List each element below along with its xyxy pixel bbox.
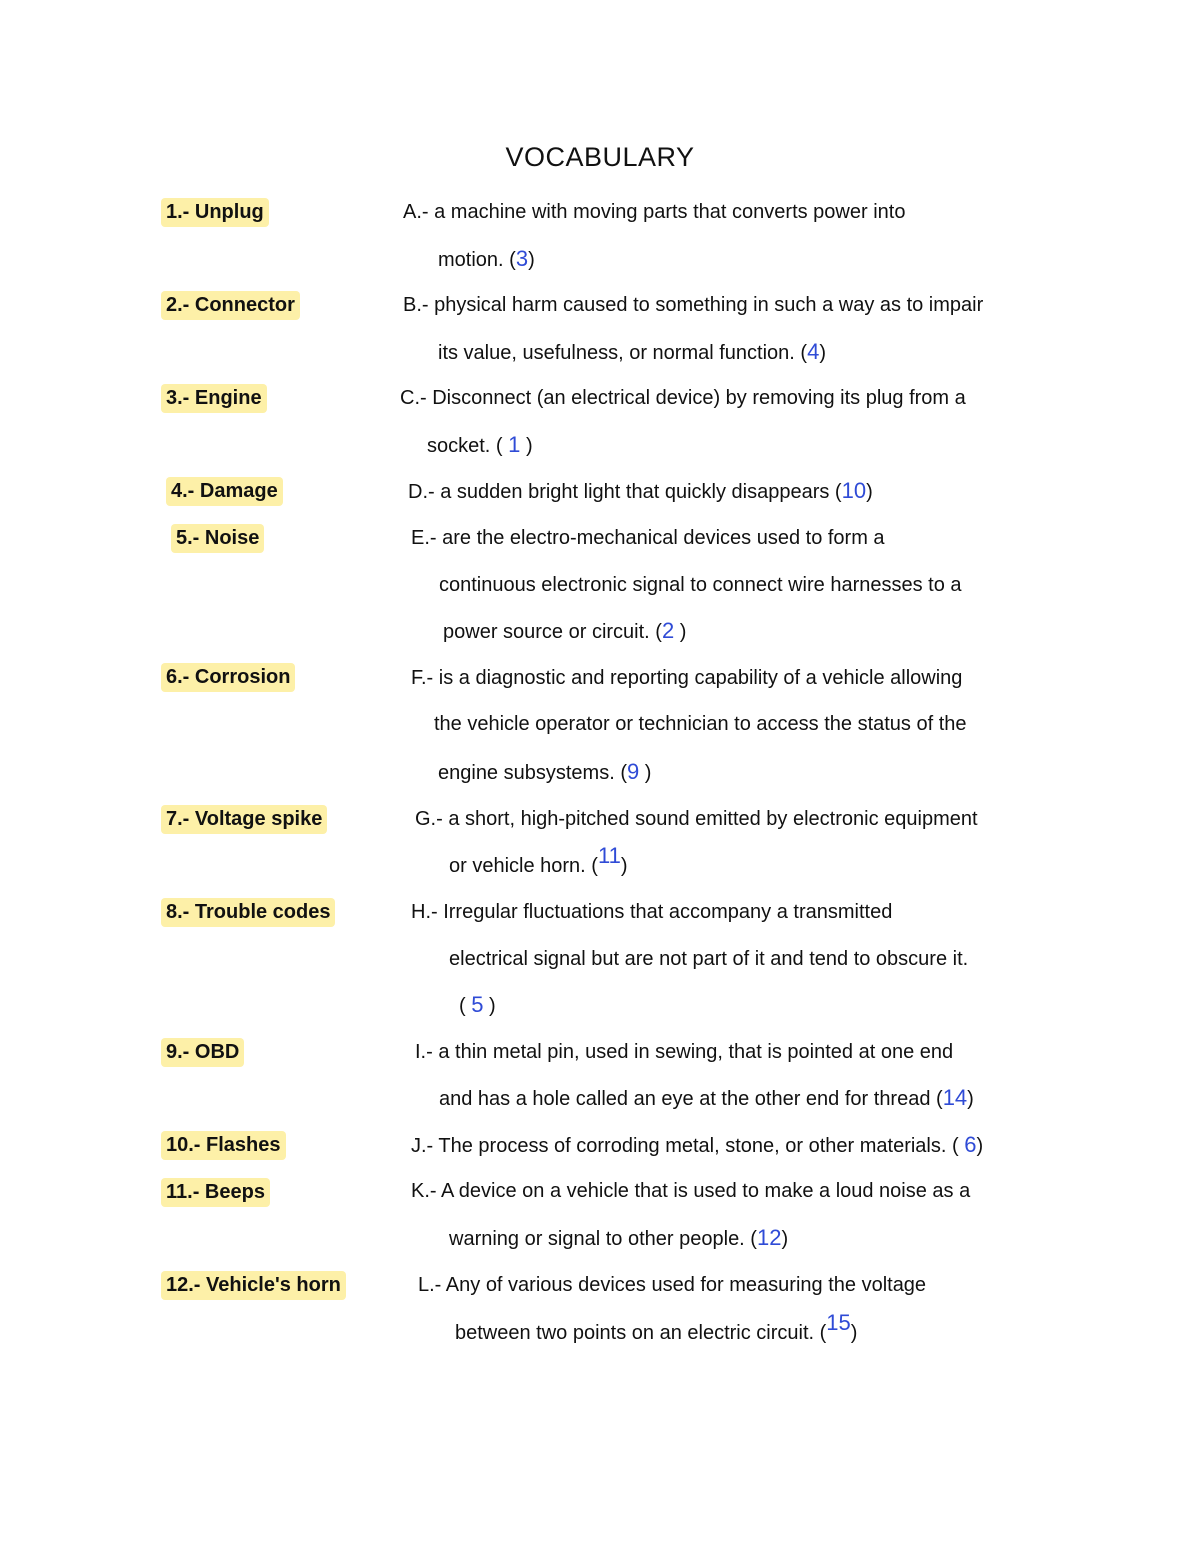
definition-a-close: ) <box>528 249 535 271</box>
term-5: 5.- Noise <box>171 524 264 553</box>
answer-a: 3 <box>515 246 529 271</box>
term-4: 4.- Damage <box>166 477 283 506</box>
definition-h-close: ) <box>483 995 496 1017</box>
definition-g-line2 <box>449 843 628 878</box>
definition-e-line2: continuous electronic signal to connect wire harnesses to a <box>439 574 962 596</box>
term-11: 11.- Beeps <box>161 1178 270 1207</box>
definition-d-text: D.- a sudden bright light that quickly disappears ( <box>408 481 842 503</box>
definition-b-line2 <box>438 340 826 365</box>
term-1: 1.- Unplug <box>161 198 269 227</box>
definition-i-line1: I.- a thin metal pin, used in sewing, that is pointed at one end <box>415 1041 954 1063</box>
definition-l-line2 <box>455 1310 858 1345</box>
term-8: 8.- Trouble codes <box>161 898 335 927</box>
definition-k-line1: K.- A device on a vehicle that is used to make a loud noise as a <box>411 1180 971 1202</box>
term-2: 2.- Connector <box>161 291 300 320</box>
definition-g-text: or vehicle horn. ( <box>449 855 598 877</box>
answer-f: 9 <box>626 759 640 784</box>
definition-d-line1 <box>408 479 873 504</box>
definition-g-line1: G.- a short, high-pitched sound emitted by electronic equipment <box>415 808 978 830</box>
definition-k-close: ) <box>781 1228 789 1250</box>
definition-a-line1: A.- a machine with moving parts that converts power into <box>403 201 906 223</box>
term-9: 9.- OBD <box>161 1038 244 1067</box>
definition-f-text: engine subsystems. ( <box>438 762 627 784</box>
definition-h-line1: H.- Irregular fluctuations that accompany a transmitted <box>411 901 893 923</box>
definition-k-text: warning or signal to other people. ( <box>449 1228 757 1250</box>
answer-i: 14 <box>942 1085 968 1110</box>
answer-k: 12 <box>756 1225 782 1250</box>
definition-c-line1: C.- Disconnect (an electrical device) by removing its plug from a <box>400 387 966 409</box>
term-10: 10.- Flashes <box>161 1131 286 1160</box>
definition-f-line2: the vehicle operator or technician to access the status of the <box>434 713 967 735</box>
definition-d-close: ) <box>866 481 873 503</box>
definition-j-line1 <box>411 1133 983 1158</box>
definition-j-close: ) <box>976 1135 984 1157</box>
definition-f-close: ) <box>639 762 652 784</box>
definition-e-line1: E.- are the electro-mechanical devices used to form a <box>411 527 885 549</box>
definition-e-line3 <box>443 619 686 644</box>
answer-j: 6 <box>964 1132 977 1157</box>
definition-h-line2: electrical signal but are not part of it and tend to obscure it. <box>449 948 969 970</box>
definition-c-line2 <box>427 433 533 458</box>
answer-d: 10 <box>841 478 867 503</box>
definition-i-text: and has a hole called an eye at the other end for thread ( <box>439 1088 943 1110</box>
definition-e-close: ) <box>674 621 687 643</box>
term-3: 3.- Engine <box>161 384 267 413</box>
definition-c-text: socket. ( <box>427 435 509 457</box>
definition-h-line3 <box>459 993 496 1018</box>
answer-h: 5 <box>471 992 484 1017</box>
definition-k-line2 <box>449 1226 788 1251</box>
definition-l-text: between two points on an electric circuit. ( <box>455 1322 827 1344</box>
term-12: 12.- Vehicle's horn <box>161 1271 346 1300</box>
definition-c-close: ) <box>520 435 533 457</box>
answer-b: 4 <box>807 339 820 364</box>
definition-l-close: ) <box>850 1322 858 1344</box>
definition-a-line2 <box>438 247 535 272</box>
definition-g-close: ) <box>620 855 628 877</box>
definition-b-close: ) <box>819 342 826 364</box>
answer-c: 1 <box>508 432 521 457</box>
term-6: 6.- Corrosion <box>161 663 295 692</box>
answer-e: 2 <box>661 618 675 643</box>
answer-g: 11 <box>597 843 621 868</box>
definition-a-text: motion. ( <box>438 249 516 271</box>
definition-l-line1: L.- Any of various devices used for measuring the voltage <box>418 1274 927 1296</box>
answer-l: 15 <box>826 1310 851 1335</box>
page-title: VOCABULARY <box>505 142 695 172</box>
definition-h-text: ( <box>459 995 472 1017</box>
definition-b-line1: B.- physical harm caused to something in such a way as to impair <box>403 294 984 316</box>
term-7: 7.- Voltage spike <box>161 805 327 834</box>
definition-f-line3 <box>438 760 651 785</box>
definition-b-text: its value, usefulness, or normal function. ( <box>438 342 808 364</box>
definition-i-close: ) <box>967 1088 974 1110</box>
definition-j-text: J.- The process of corroding metal, stone, or other materials. ( <box>411 1135 965 1157</box>
definition-e-text: power source or circuit. ( <box>443 621 662 643</box>
definition-i-line2 <box>439 1086 974 1111</box>
definition-f-line1: F.- is a diagnostic and reporting capability of a vehicle allowing <box>411 667 963 689</box>
